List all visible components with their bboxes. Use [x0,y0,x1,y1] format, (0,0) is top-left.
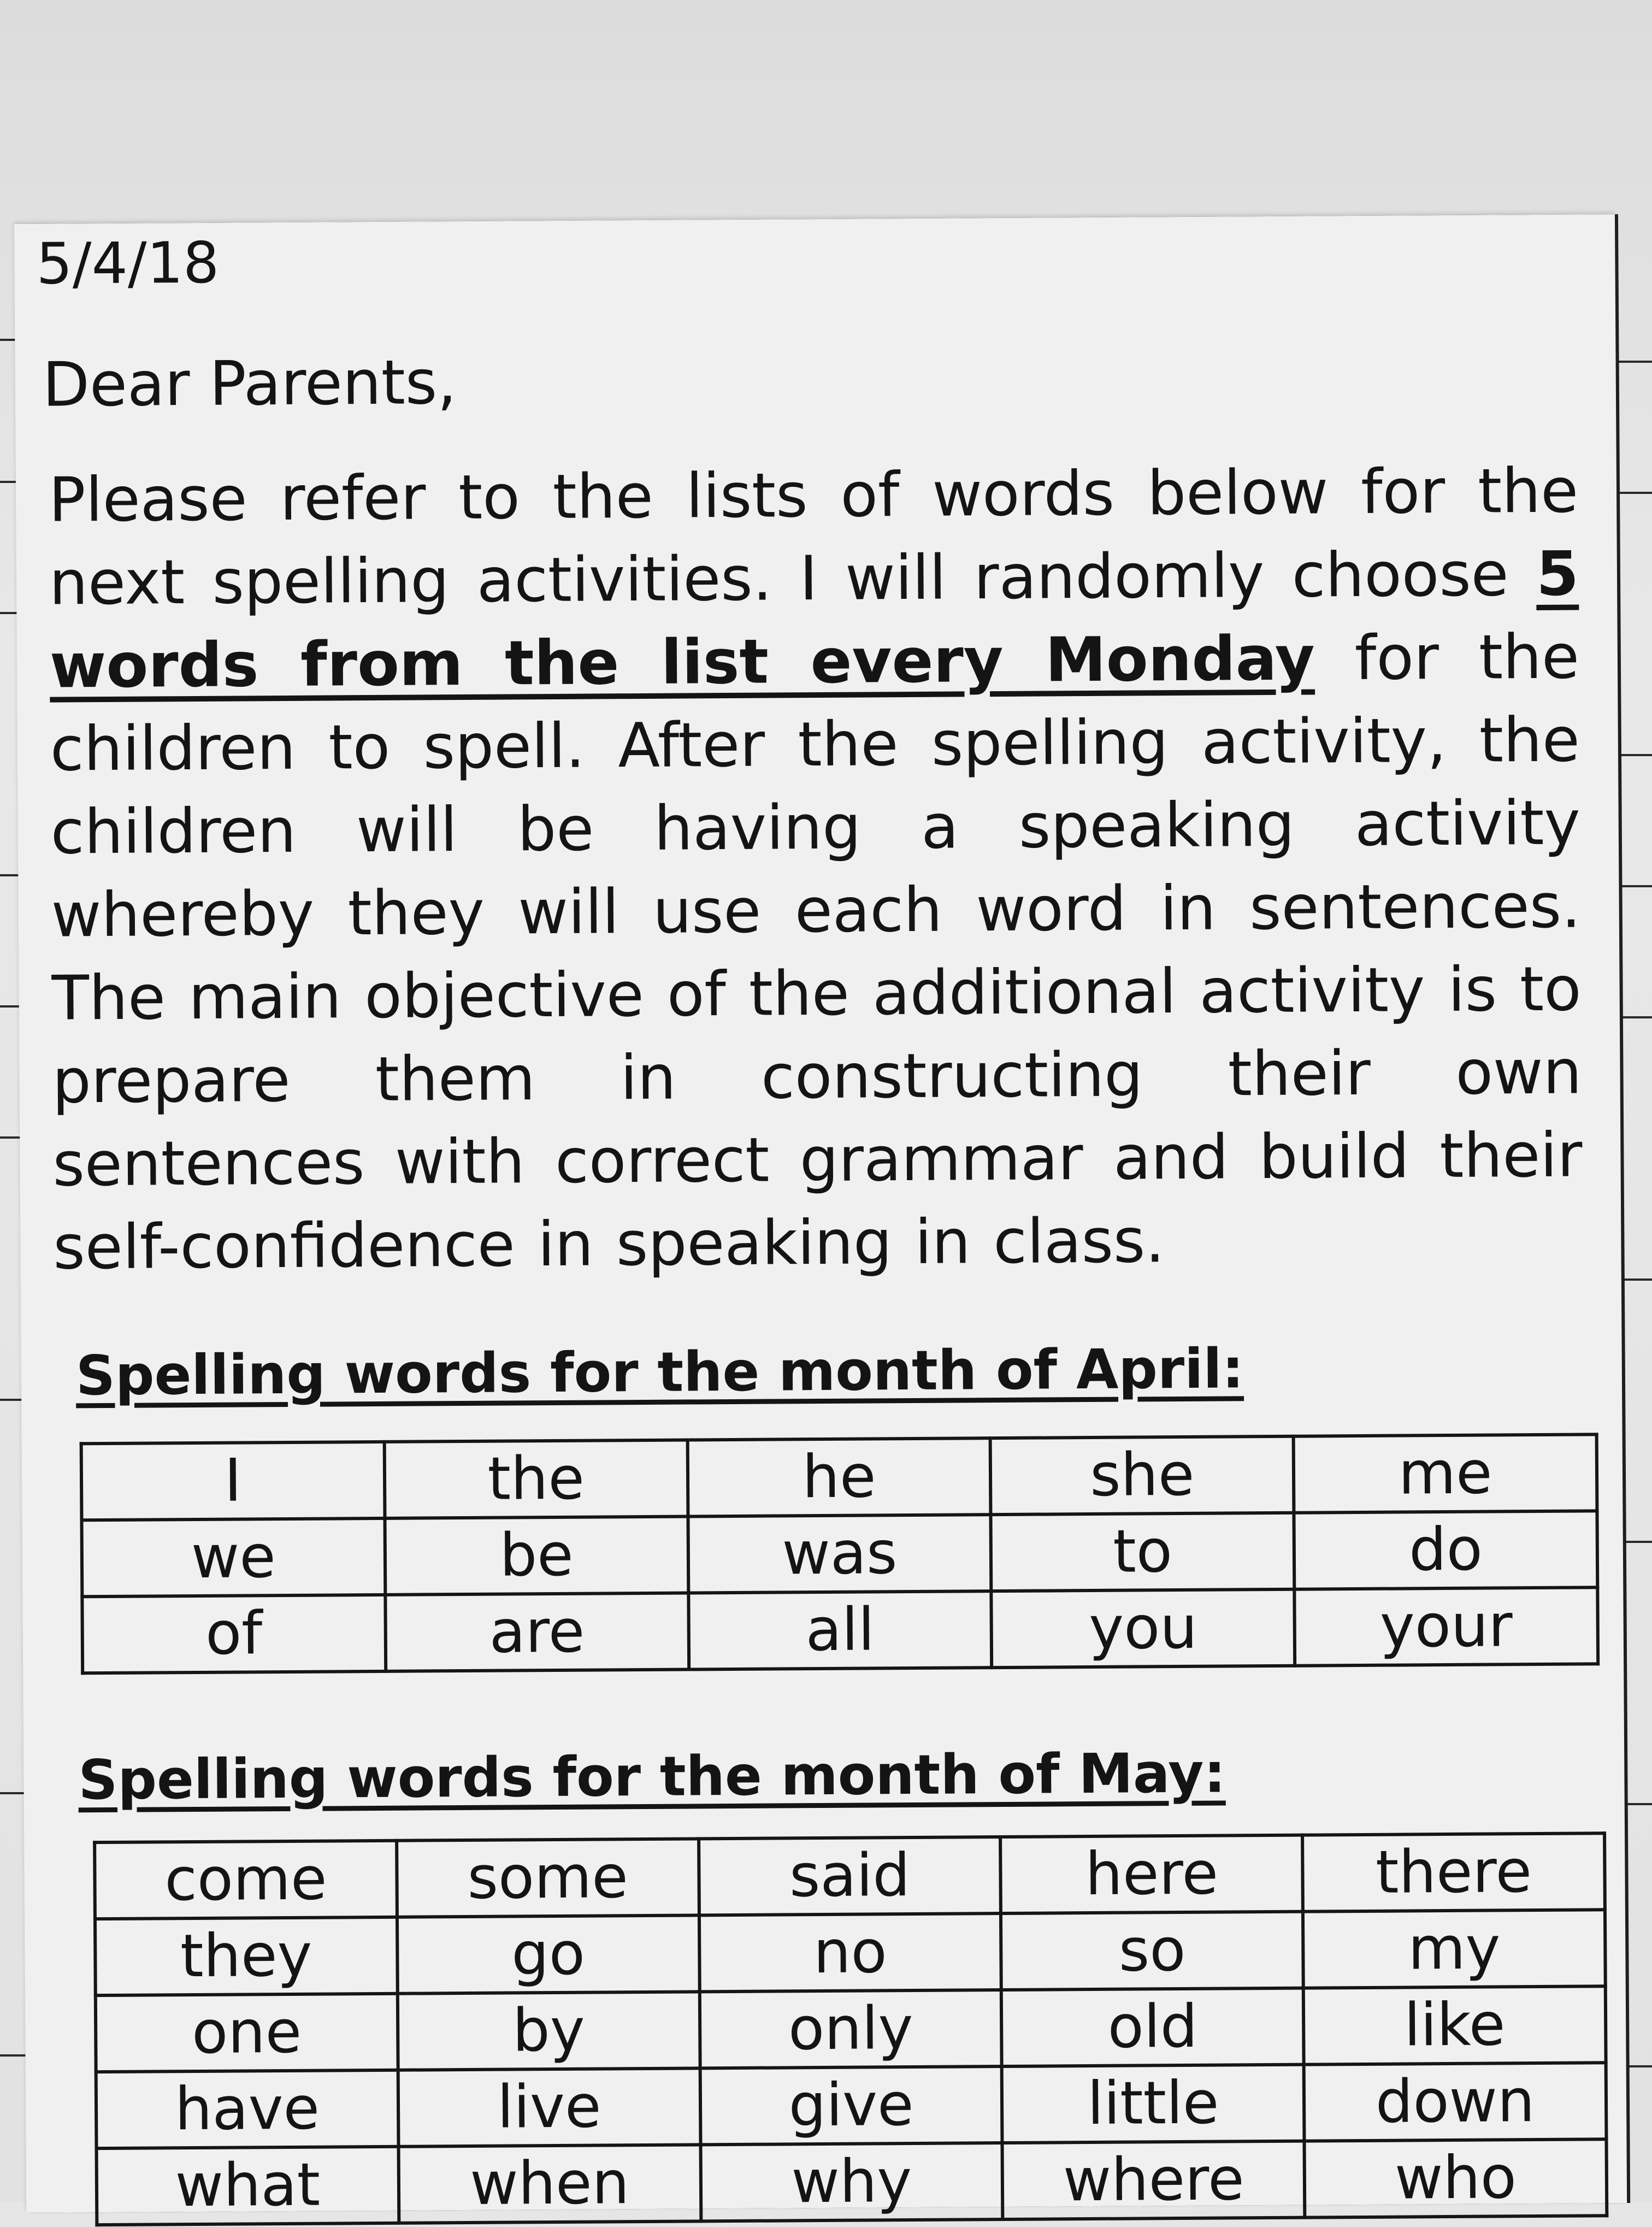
word-cell: by [398,1992,700,2070]
word-cell: said [699,1837,1001,1915]
word-cell: so [1001,1912,1303,1990]
word-cell: of [82,1595,386,1673]
letter-greeting: Dear Parents, [42,347,457,421]
ruled-line-tick [1617,492,1652,494]
may-heading: Spelling words for the month of May: [78,1741,1226,1812]
ruled-line-tick [1617,361,1652,363]
table-row [96,2063,1607,2148]
word-cell: no [699,1913,1002,1992]
word-cell: to [991,1513,1295,1591]
ruled-line-tick [1617,1279,1652,1281]
word-cell: do [1294,1511,1598,1589]
table-row [81,1511,1597,1596]
table-row [82,1587,1598,1673]
word-cell: there [1302,1833,1605,1911]
word-cell: are [385,1593,689,1671]
word-cell: only [699,1990,1002,2068]
april-word-table [80,1433,1600,1675]
letter-body-intro: Please refer to the lists of words below for the next spelling activities. I will randomly choose [48,455,1579,619]
word-cell: they [95,1917,398,1995]
word-cell: you [992,1589,1295,1668]
word-cell: all [688,1591,992,1669]
letter-date: 5/4/18 [36,229,220,297]
word-cell: like [1303,1986,1606,2064]
word-cell: your [1294,1587,1598,1665]
word-cell: my [1303,1910,1606,1988]
table-row [95,1833,1605,1919]
table-row [95,1910,1606,1995]
word-cell: go [397,1915,700,1993]
word-cell: we [81,1518,385,1596]
word-cell: he [687,1438,991,1516]
table-row [81,1434,1597,1520]
word-cell: me [1294,1434,1597,1512]
may-word-table [93,1831,1608,2226]
word-cell: she [990,1436,1294,1515]
word-cell: some [397,1839,699,1917]
letter-body-rest: for the children to spell. After the spelling activity, the children will be having a speaking activity whereby they will use each word in sentences. The main objective of the additional activity is to prepare them in constructing their own sentences with correct grammar and build their self-confidence in speaking in class. [50,621,1583,1283]
letter-sheet [14,214,1627,2220]
word-cell: what [97,2147,399,2225]
word-cell: was [688,1515,992,1593]
word-cell: here [1000,1835,1303,1913]
table-row [96,1986,1606,2072]
word-cell: when [398,2144,701,2223]
word-cell: give [700,2066,1002,2144]
word-cell: who [1305,2139,1607,2217]
word-cell: down [1304,2063,1607,2141]
word-cell: I [81,1442,385,1520]
april-heading: Spelling words for the month of April: [75,1336,1244,1408]
letter-body-emphasis: 5 words from the list every Monday [49,538,1579,702]
word-cell: the [384,1440,688,1518]
word-cell: where [1002,2141,1305,2219]
word-cell: come [95,1841,397,1919]
word-cell: little [1002,2065,1305,2143]
letter-body [49,450,1583,1289]
ruled-line-tick [1617,1016,1652,1018]
word-cell: one [96,1994,398,2072]
word-cell: have [96,2070,399,2148]
ruled-line-tick [1617,885,1652,887]
word-cell: why [700,2143,1003,2221]
word-cell: be [385,1517,688,1595]
ruled-line-tick [1617,754,1652,756]
word-cell: live [398,2068,700,2146]
table-row [97,2139,1607,2225]
word-cell: old [1001,1988,1304,2066]
